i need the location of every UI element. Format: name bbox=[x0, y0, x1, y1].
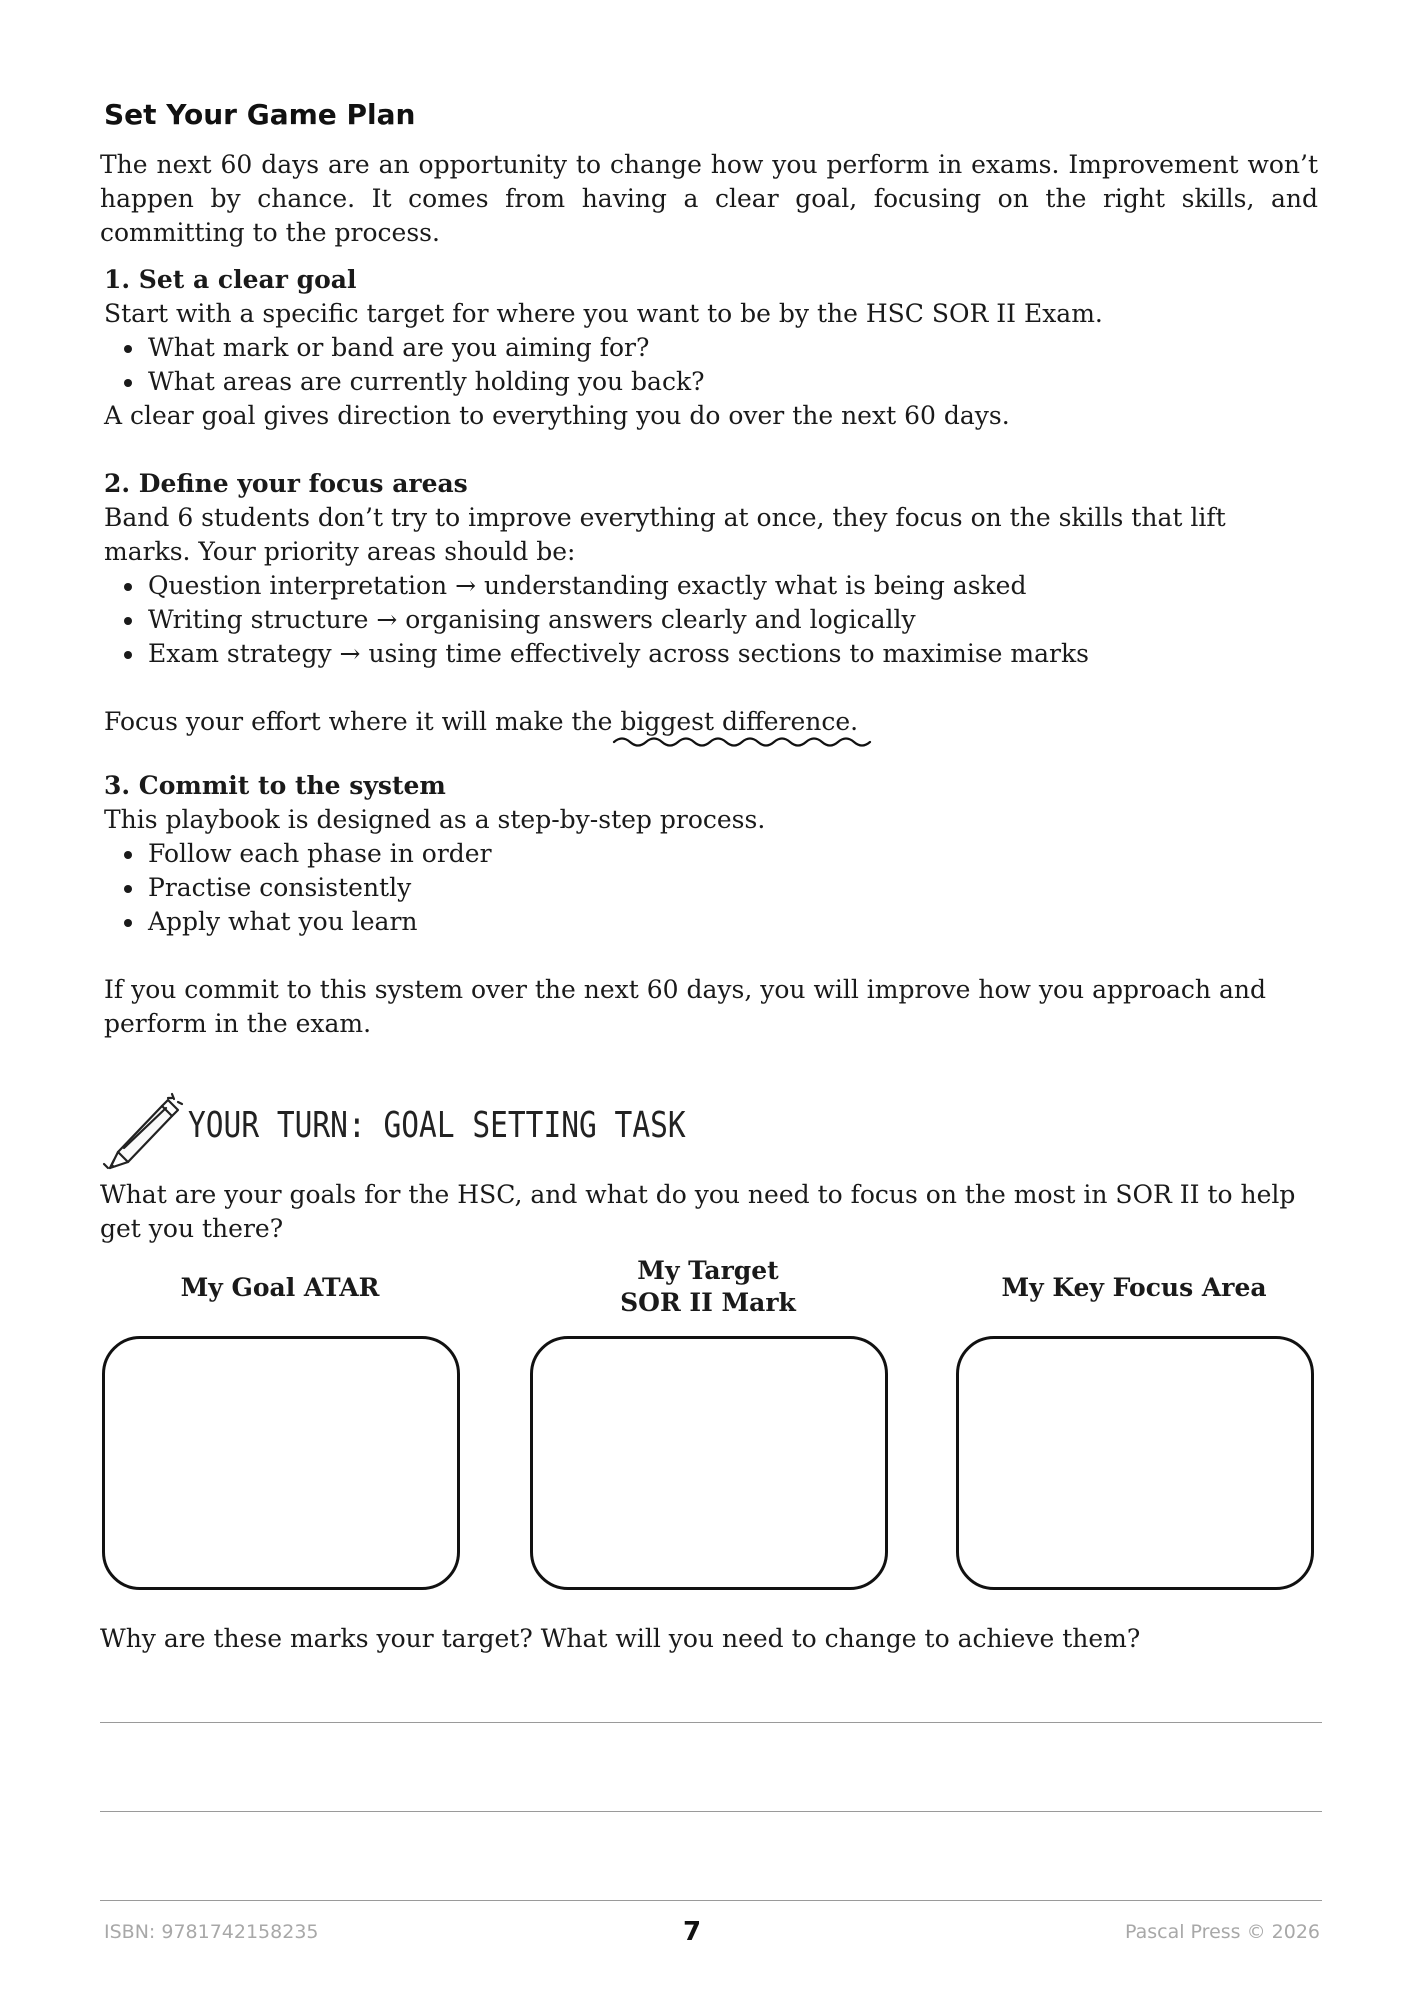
list-item: • What areas are currently holding you back? bbox=[146, 365, 1304, 399]
label-line: My Target bbox=[637, 1256, 779, 1285]
section-goal bbox=[104, 263, 1304, 433]
goal-atar-box[interactable] bbox=[102, 1336, 460, 1590]
section-commit bbox=[104, 769, 1304, 1041]
label-line: SOR II Mark bbox=[620, 1288, 796, 1317]
section-focus bbox=[104, 467, 1304, 739]
bullet-list bbox=[104, 331, 1304, 399]
task-title: YOUR TURN: GOAL SETTING TASK bbox=[188, 1105, 686, 1146]
section-closing: If you commit to this system over the next 60 days, you will improve how you approach and perform in the exam. bbox=[104, 975, 1266, 1038]
list-item: • Apply what you learn bbox=[146, 905, 1304, 939]
list-item: • Practise consistently bbox=[146, 871, 1304, 905]
bullet-list bbox=[104, 837, 1304, 939]
pencil-icon bbox=[100, 1090, 184, 1170]
list-item: • Exam strategy → using time effectively across sections to maximise marks bbox=[146, 637, 1304, 671]
isbn-text: ISBN: 9781742158235 bbox=[104, 1921, 319, 1943]
list-item: • What mark or band are you aiming for? bbox=[146, 331, 1304, 365]
reflection-question: Why are these marks your target? What will you need to change to achieve them? bbox=[100, 1624, 1141, 1653]
footer-divider bbox=[100, 1900, 1322, 1901]
page-title: Set Your Game Plan bbox=[104, 98, 416, 131]
focus-area-label: My Key Focus Area bbox=[1001, 1273, 1267, 1302]
section-lead: Band 6 students don’t try to improve everything at once, they focus on the skills that lift marks. Your priority areas should be: bbox=[104, 503, 1226, 566]
section-closing: Focus your effort where it will make the biggest difference. bbox=[104, 707, 859, 736]
focus-area-box[interactable] bbox=[956, 1336, 1314, 1590]
section-lead: This playbook is designed as a step-by-step process. bbox=[104, 805, 766, 834]
target-mark-label bbox=[530, 1255, 886, 1319]
target-mark-box[interactable] bbox=[530, 1336, 888, 1590]
list-item: • Follow each phase in order bbox=[146, 837, 1304, 871]
goal-atar-label: My Goal ATAR bbox=[180, 1273, 380, 1302]
squiggle-underline-icon bbox=[612, 733, 874, 749]
section-heading: 1. Set a clear goal bbox=[104, 265, 357, 294]
section-lead: Start with a specific target for where you want to be by the HSC SOR II Exam. bbox=[104, 299, 1103, 328]
list-item: • Writing structure → organising answers clearly and logically bbox=[146, 603, 1304, 637]
bullet-list bbox=[104, 569, 1304, 671]
task-question: What are your goals for the HSC, and what do you need to focus on the most in SOR II to help get you there? bbox=[100, 1180, 1296, 1243]
page-number: 7 bbox=[683, 1917, 702, 1947]
copyright-text: Pascal Press © 2026 bbox=[1125, 1921, 1320, 1943]
section-closing: A clear goal gives direction to everything you do over the next 60 days. bbox=[104, 401, 1010, 430]
list-item: • Question interpretation → understanding exactly what is being asked bbox=[146, 569, 1304, 603]
section-heading: 2. Define your focus areas bbox=[104, 469, 468, 498]
section-heading: 3. Commit to the system bbox=[104, 771, 446, 800]
answer-line[interactable] bbox=[100, 1811, 1322, 1812]
answer-line[interactable] bbox=[100, 1722, 1322, 1723]
intro-paragraph: The next 60 days are an opportunity to change how you perform in exams. Improvement won’t happen by chance. It comes from having a clear goal, focusing on the right skills, and committing to the process. bbox=[100, 150, 1318, 247]
